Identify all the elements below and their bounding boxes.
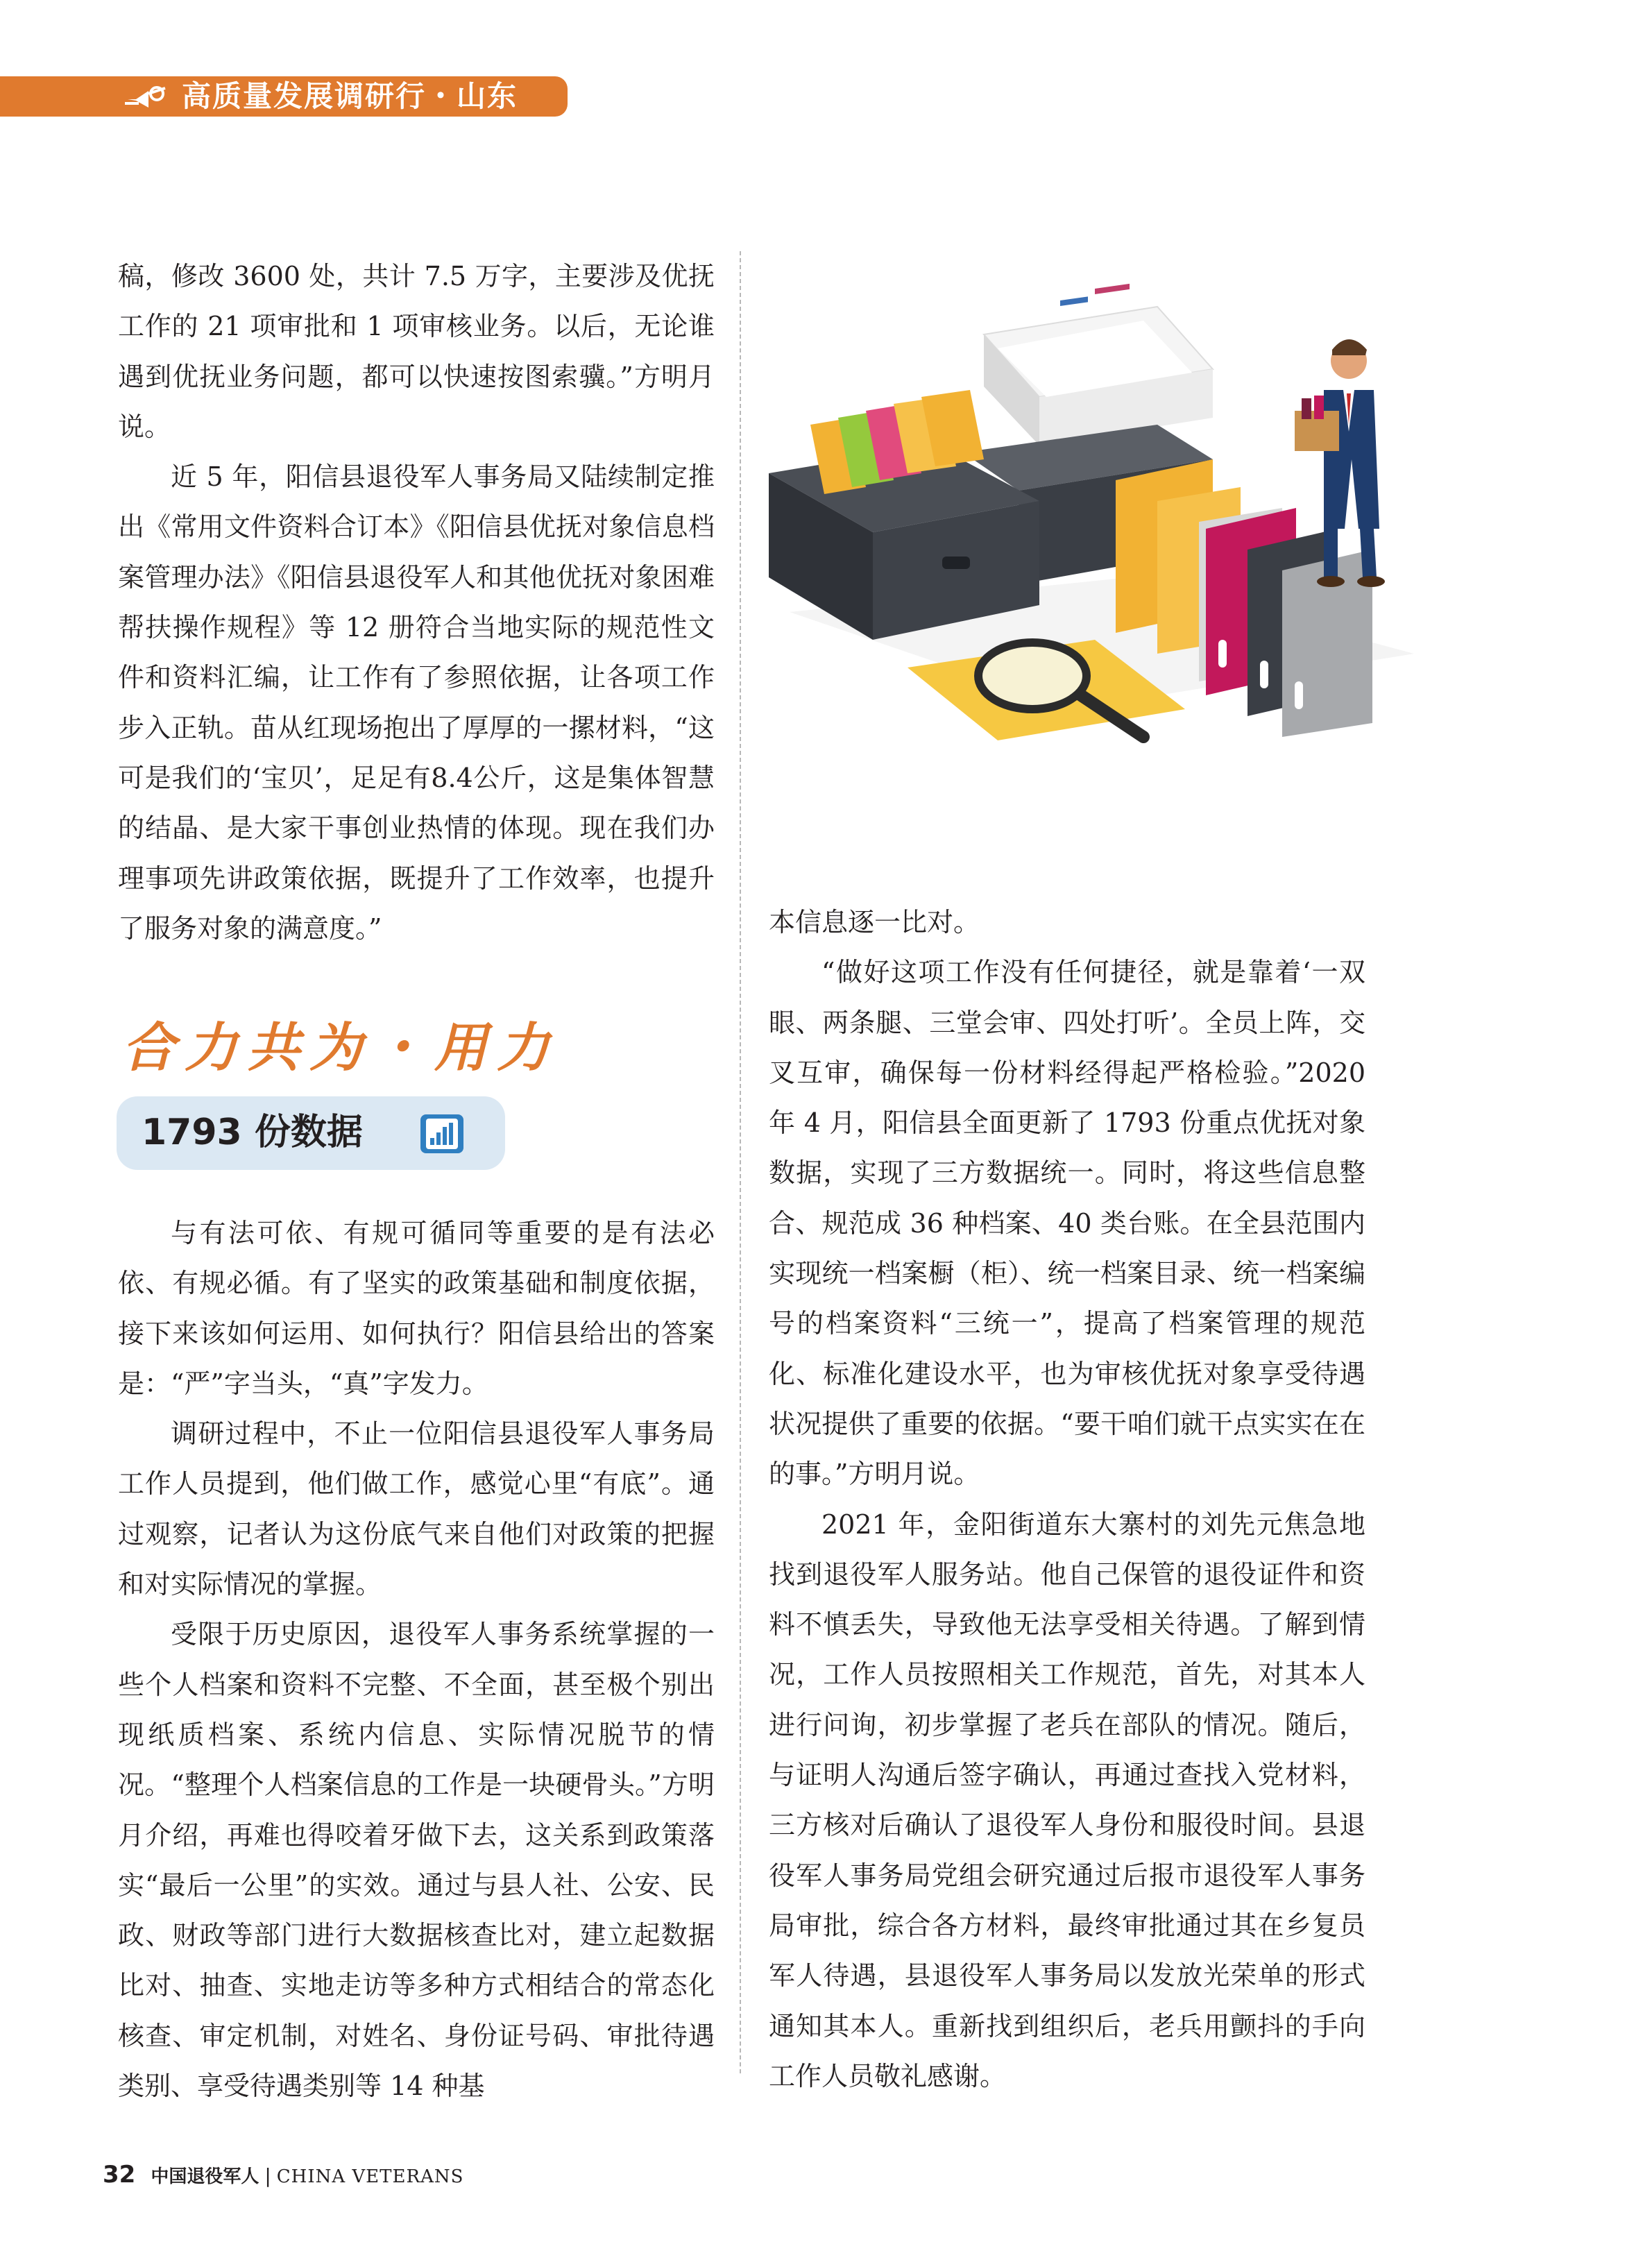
section-title: 合力共为・用力 <box>122 1017 559 1078</box>
left-column <box>118 251 715 953</box>
paragraph: “做好这项工作没有任何捷径，就是靠着‘一双眼、两条腿、三堂会审、四处打听’。全员上阵，交叉互审，确保每一份材料经得起严格检验。”2020 年 4 月，阳信县全面更新了 1793 份重点优抚对象数据，实现了三方数据统一。同时，将这些信息整合、规范成 36 种档案、40 类台账。在全县范围内实现统一档案橱（柜）、统一档案目录、统一档案编号的档案资料“三统一”，提高了档案管理的规范化、标准化建设水平，也为审核优抚对象享受待遇状况提供了重要的依据。“要干咱们就干点实实在在的事。”方明月说。 <box>769 957 1365 1490</box>
right-column <box>769 897 1365 2101</box>
magazine-name-cn: 中国退役军人 <box>151 2166 259 2187</box>
left-column-section <box>118 1208 715 2111</box>
document-stack-icon <box>984 284 1213 445</box>
archive-illustration <box>769 251 1428 862</box>
paragraph: 稿，修改 3600 处，共计 7.5 万字，主要涉及优抚工作的 21 项审批和 1 项审核业务。以后，无论谁遇到优抚业务问题，都可以快速按图索骥。”方明月说。 <box>118 261 715 442</box>
page-number: 32 <box>103 2161 136 2189</box>
paragraph: 近 5 年，阳信县退役军人事务局又陆续制定推出《常用文件资料合订本》《阳信县优抚对象信息档案管理办法》《阳信县退役军人和其他优抚对象困难帮扶操作规程》等 12 册符合当地实际的规范性文件和资料汇编，让工作有了参照依据，让各项工作步入正轨。苗从红现场抱出了厚厚的一摞材料，“这可是我们的‘宝贝’，足足有8.4公斤，这是集体智慧的结晶、是大家干事创业热情的体现。现在我们办理事项先讲政策依据，既提升了工作效率，也提升了服务对象的满意度。” <box>118 461 715 944</box>
file-box-icon <box>769 390 1039 640</box>
footer-separator: | <box>264 2164 271 2187</box>
paragraph: 本信息逐一比对。 <box>769 907 980 937</box>
paragraph: 2021 年，金阳街道东大寨村的刘先元焦急地找到退役军人服务站。他自己保管的退役证件和资料不慎丢失，导致他无法享受相关待遇。了解到情况，工作人员按照相关工作规范，首先，对其本人进行问询，初步掌握了老兵在部队的情况。随后，与证明人沟通后签字确认，再通过查找入党材料，三方核对后确认了退役军人身份和服役时间。县退役军人事务局党组会研究通过后报市退役军人事务局审批，综合各方材料，最终审批通过其在乡复员军人待遇，县退役军人事务局以发放光荣单的形式通知其本人。重新找到组织后，老兵用颤抖的手向工作人员敬礼感谢。 <box>769 1509 1365 2091</box>
section-header-bar <box>0 76 568 117</box>
paragraph: 受限于历史原因，退役军人事务系统掌握的一些个人档案和资料不完整、不全面，甚至极个别出现纸质档案、系统内信息、实际情况脱节的情况。“整理个人档案信息的工作是一块硬骨头。”方明月介绍，再难也得咬着牙做下去，这关系到政策落实“最后一公里”的实效。通过与县人社、公安、民政、财政等部门进行大数据核查比对，建立起数据比对、抽查、实地走访等多种方式相结合的常态化核查、审定机制，对姓名、身份证号码、审批待遇类别、享受待遇类别等 14 种基 <box>118 1619 715 2102</box>
magazine-name-en: CHINA VETERANS <box>276 2166 464 2187</box>
paragraph: 与有法可依、有规可循同等重要的是有法必依、有规必循。有了坚实的政策基础和制度依据，接下来该如何运用、如何执行？阳信县给出的答案是：“严”字当头，“真”字发力。 <box>118 1218 715 1399</box>
bugle-icon <box>124 84 169 109</box>
section-subtitle-pill <box>117 1096 505 1170</box>
section-subtitle: 1793 份数据 <box>142 1112 363 1153</box>
section-label: 高质量发展调研行・山东 <box>182 79 518 113</box>
bar-chart-icon <box>420 1114 463 1153</box>
paragraph: 调研过程中，不止一位阳信县退役军人事务局工作人员提到，他们做工作，感觉心里“有底”。通过观察，记者认为这份底气来自他们对政策的把握和对实际情况的掌握。 <box>118 1418 715 1600</box>
page-footer <box>103 2161 463 2193</box>
column-divider <box>740 251 741 2073</box>
